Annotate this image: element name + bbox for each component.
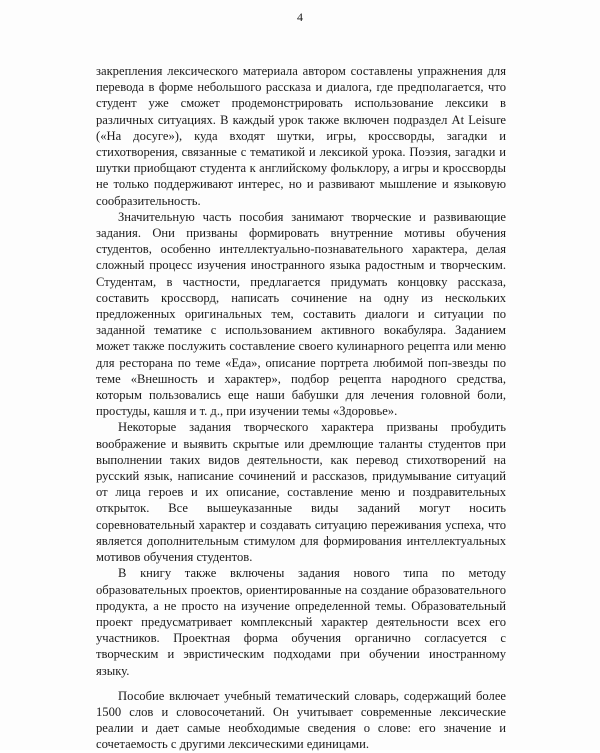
paragraph-1: закрепления лексического материала автором составлены упражнения для перевода в форме небольшого рассказа и диалога, где предполагается, что студент уже сможет продемонстрировать использование лексики в различных ситуациях. В каждый урок также включен подраздел At Leisure («На досуге»), куда входят шутки, игры, кроссворды, загадки и стихотворения, связанные с тематикой и лексикой урока. Поэзия, загадки и шутки приобщают студента к английскому фольклору, а игры и кроссворды не только поддерживают интерес, но и развивают мышление и языковую сообразительность. xyxy=(96,64,506,208)
page-number: 4 xyxy=(297,10,303,24)
body-text xyxy=(96,63,506,753)
paragraph-4: В книгу также включены задания нового типа по методу образовательных проектов, ориентированные на создание образовательного продукта, а не просто на изучение определенной темы. Образовательный проект предусматривает комплексный характер деятельности всех его участников. Проектная форма обучения органично согласуется с творческим и эвристическим подходами при обучении иностранному языку. xyxy=(96,566,506,678)
paragraph-2: Значительную часть пособия занимают творческие и развивающие задания. Они призваны формировать внутренние мотивы обучения студентов, особенно интеллектуально-познавательного характера, делая сложный процесс изучения иностранного языка радостным и творческим. Студентам, в частности, предлагается придумать концовку рассказа, составить кроссворд, написать сочинение на одну из нескольких предложенных оригинальных тем, составить диалоги и ситуации по заданной тематике с использованием активного вокабуляра. Заданием может также послужить составление своего кулинарного рецепта или меню для ресторана по теме «Еда», описание портрета любимой поп-звезды по теме «Внешность и характер», подбор рецепта народного средства, которым пользовались еще наши бабушки для лечения головной боли, простуды, кашля и т. д., при изучении темы «Здоровье». xyxy=(96,209,506,419)
paragraph-5: Пособие включает учебный тематический словарь, содержащий более 1500 слов и словосочетаний. Он учитывает современные лексические реалии и дает самые необходимые сведения о слове: его значение и сочетаемость с другими лексическими единицами. xyxy=(96,688,506,752)
paragraph-3: Некоторые задания творческого характера призваны пробудить воображение и выявить скрытые или дремлющие таланты студентов при выполнении таких видов деятельности, как перевод стихотворений на русский язык, написание сочинений и рассказов, придумывание ситуаций от лица героев и их описание, составление меню и поздравительных открыток. Все вышеуказанные виды заданий могут носить соревновательный характер и создавать ситуацию переживания успеха, что является дополнительным стимулом для формирования интеллектуальных мотивов обучения студентов. xyxy=(96,420,506,565)
paragraph-spacer xyxy=(96,679,506,688)
